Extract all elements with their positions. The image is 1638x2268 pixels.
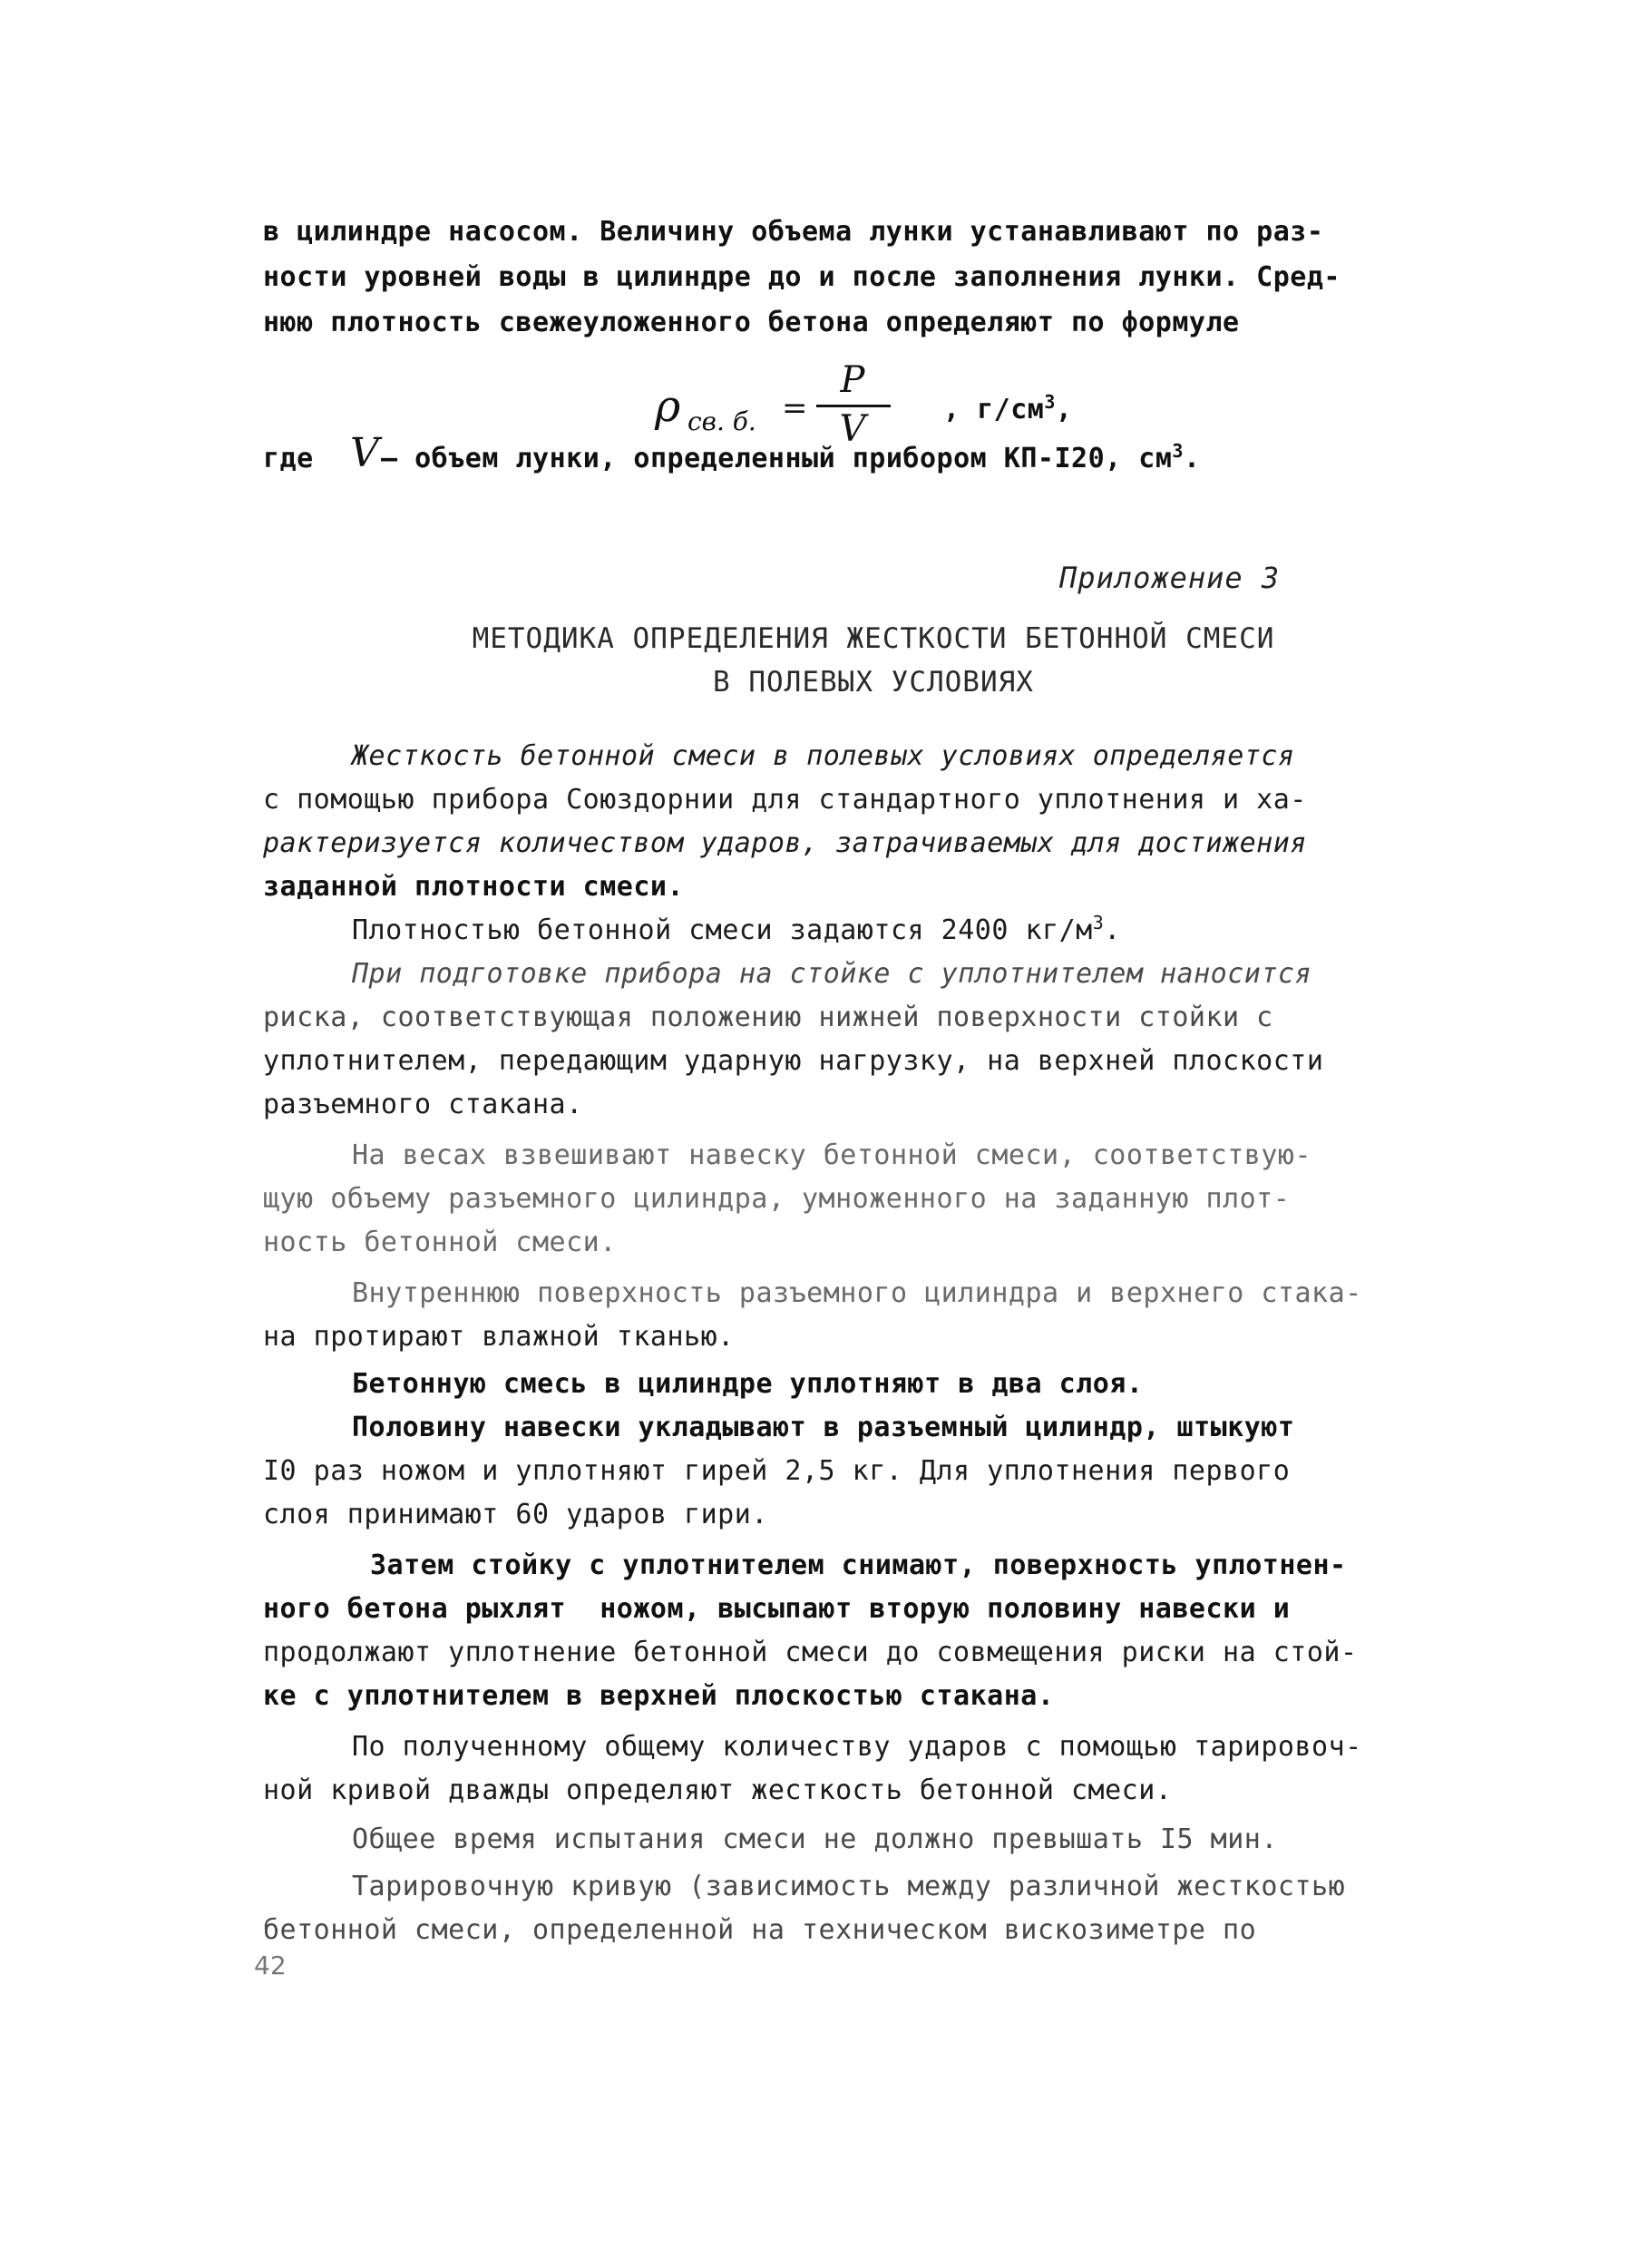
text-line: слоя принимают 60 ударов гири.	[263, 1499, 768, 1530]
text-line: ности уровней воды в цилиндре до и после заполнения лунки. Сред-	[263, 261, 1341, 293]
text-line: на протирают влажной тканью.	[263, 1321, 735, 1353]
text-line: ке с уплотнителем в верхней плоскостью стакана.	[263, 1680, 1055, 1712]
text-power: 3	[1092, 912, 1105, 934]
section-heading-line2: В ПОЛЕВЫХ УСЛОВИЯХ	[713, 666, 1034, 699]
page-number: 42	[254, 1950, 287, 1980]
text-line: По полученному общему количеству ударов с помощью тарировоч-	[352, 1731, 1362, 1763]
text-line: щую объему разъемного цилиндра, умноженного на заданную плот-	[263, 1183, 1291, 1215]
text-span: .	[1104, 914, 1121, 946]
where-tail: .	[1183, 443, 1201, 474]
appendix-label: Приложение 3	[1059, 561, 1281, 595]
text-line: нюю плотность свежеуложенного бетона определяют по формуле	[263, 307, 1240, 338]
formula-equals: =	[782, 390, 808, 426]
text-line: ной кривой дважды определяют жесткость бетонной смеси.	[263, 1774, 1173, 1806]
text-line: рактеризуется количеством ударов, затрачиваемых для достижения	[263, 827, 1307, 859]
text-line: заданной плотности смеси.	[263, 871, 685, 903]
where-prefix: где	[263, 443, 314, 474]
text-line: продолжают уплотнение бетонной смеси до совмещения риски на стой-	[263, 1637, 1358, 1668]
formula-rho: ρ	[655, 381, 681, 432]
text-span: Плотностью бетонной смеси задаются 2400 кг/м	[352, 914, 1093, 946]
where-text-body: – объем лунки, определенный прибором КП-I20, см	[381, 443, 1173, 474]
text-line: Внутреннюю поверхность разъемного цилиндра и верхнего стака-	[352, 1277, 1362, 1309]
text-line: При подготовке прибора на стойке с уплотнителем наносится	[352, 958, 1312, 990]
formula-unit-tail: ,	[1055, 394, 1073, 425]
text-line: риска, соответствующая положению нижней поверхности стойки с	[263, 1002, 1273, 1033]
text-line: ность бетонной смеси.	[263, 1227, 617, 1258]
formula-unit-text: , г/см	[943, 394, 1045, 425]
text-line: бетонной смеси, определенной на техническом вискозиметре по	[263, 1914, 1257, 1946]
text-line: На весах взвешивают навеску бетонной смеси, соответствую-	[352, 1139, 1312, 1171]
text-line: Половину навески укладывают в разъемный цилиндр, штыкуют	[352, 1412, 1295, 1443]
formula-unit-power: 3	[1044, 391, 1056, 413]
section-heading-line1: МЕТОДИКА ОПРЕДЕЛЕНИЯ ЖЕСТКОСТИ БЕТОННОЙ СМЕСИ	[472, 622, 1275, 655]
formula-unit	[943, 391, 1073, 426]
where-power: 3	[1172, 440, 1184, 462]
where-symbol: V	[350, 430, 379, 476]
text-line: Бетонную смесь в цилиндре уплотняют в два слоя.	[352, 1368, 1144, 1400]
text-line: Тарировочную кривую (зависимость между различной жесткостью	[352, 1871, 1346, 1902]
text-line: в цилиндре насосом. Величину объема лунки устанавливают по раз-	[263, 216, 1324, 248]
formula-denominator: V	[839, 408, 866, 450]
text-line: уплотнителем, передающим ударную нагрузку, на верхней плоскости	[263, 1045, 1324, 1077]
text-line: Общее время испытания смеси не должно превышать I5 мин.	[352, 1823, 1278, 1855]
text-line: с помощью прибора Союздорнии для стандартного уплотнения и ха-	[263, 784, 1307, 816]
text-line: ного бетона рыхлят ножом, высыпают вторую половину навески и	[263, 1593, 1291, 1625]
text-line: Затем стойку с уплотнителем снимают, поверхность уплотнен-	[370, 1549, 1347, 1581]
formula-subscript: св. б.	[687, 406, 756, 436]
text-line: Жесткость бетонной смеси в полевых условиях определяется	[352, 740, 1295, 772]
text-line: I0 раз ножом и уплотняют гирей 2,5 кг. Для уплотнения первого	[263, 1455, 1291, 1487]
where-text	[381, 440, 1201, 475]
fraction-bar	[816, 405, 891, 407]
text-line	[352, 914, 1121, 947]
text-line: разъемного стакана.	[263, 1089, 583, 1120]
formula-numerator: P	[840, 359, 865, 401]
